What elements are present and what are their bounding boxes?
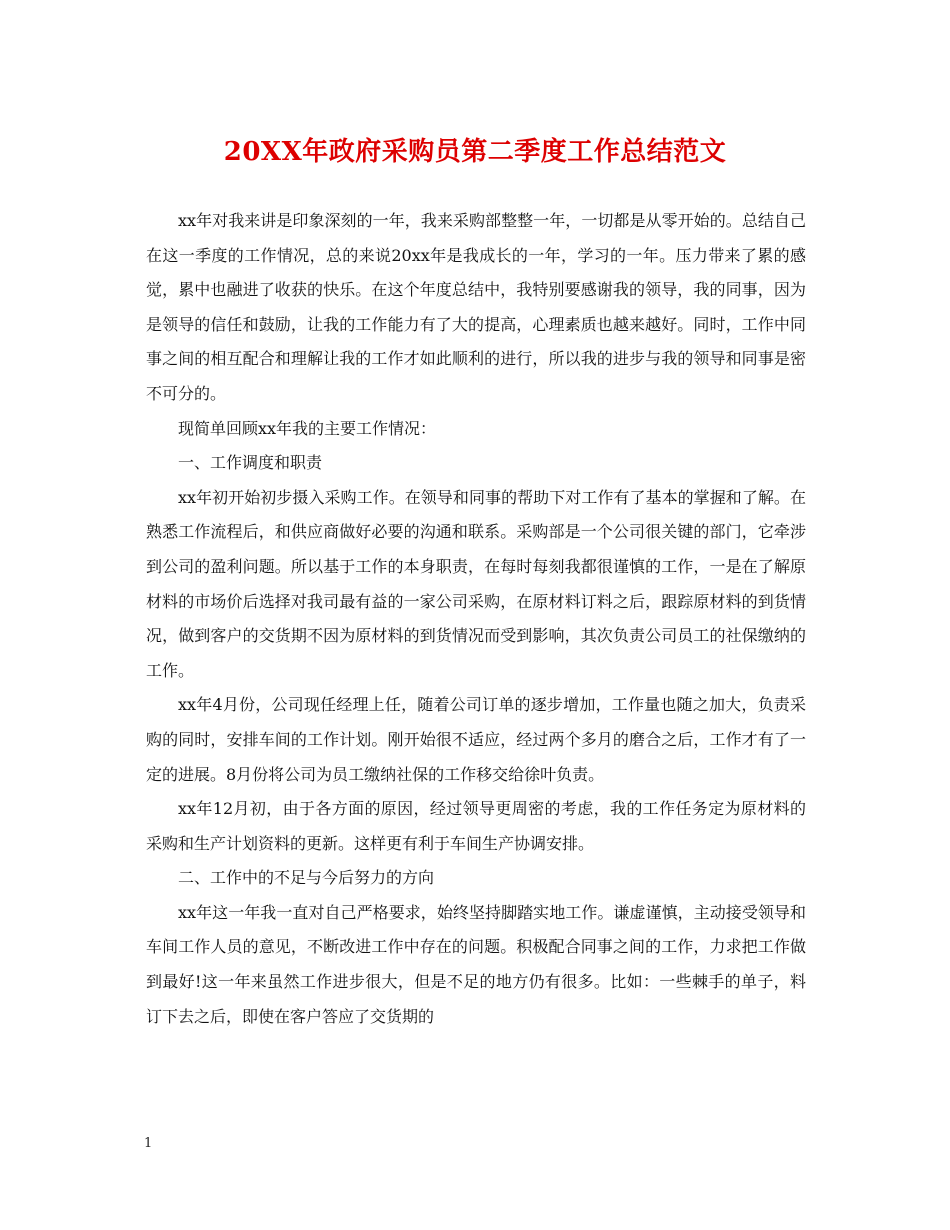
paragraph-intro: xx年对我来讲是印象深刻的一年，我来采购部整整一年，一切都是从零开始的。总结自己在这一季度的工作情况，总的来说20xx年是我成长的一年，学习的一年。压力带来了累的感觉，累中也融进了收获的快乐。在这个年度总结中，我特别要感谢我的领导，我的同事，因为是领导的信任和鼓励，让我的工作能力有了大的提高，心理素质也越来越好。同时，工作中同事之间的相互配合和理解让我的工作才如此顺利的进行，所以我的进步与我的领导和同事是密不可分的。 [146, 211, 806, 403]
paragraph-december: xx年12月初，由于各方面的原因，经过领导更周密的考虑，我的工作任务定为原材料的采购和生产计划资料的更新。这样更有利于车间生产协调安排。 [146, 799, 806, 853]
section-heading-duties: 一、工作调度和职责 [178, 453, 323, 473]
page-number: 1 [144, 1136, 153, 1151]
paragraph-early-year: xx年初开始初步摄入采购工作。在领导和同事的帮助下对工作有了基本的掌握和了解。在熟悉工作流程后，和供应商做好必要的沟通和联系。采购部是一个公司很关键的部门，它牵涉到公司的盈利问题。所以基于工作的本身职责，在每时每刻我都很谨慎的工作，一是在了解原材料的市场价后选择对我司最有益的一家公司采购，在原材料订料之后，跟踪原材料的到货情况，做到客户的交货期不因为原材料的到货情况而受到影响，其次负责公司员工的社保缴纳的工作。 [146, 487, 806, 680]
document-title: 20XX年政府采购员第二季度工作总结范文 [223, 137, 727, 167]
paragraph-review-lead: 现简单回顾xx年我的主要工作情况： [178, 418, 437, 438]
paragraph-april: xx年4月份，公司现任经理上任，随着公司订单的逐步增加，工作量也随之加大，负责采购的同时，安排车间的工作计划。刚开始很不适应，经过两个多月的磨合之后，工作才有了一定的进展。8月份将公司为员工缴纳社保的工作移交给徐叶负责。 [146, 695, 806, 784]
document-body [146, 204, 806, 1034]
section-heading-shortcomings: 二、工作中的不足与今后努力的方向 [178, 868, 435, 888]
paragraph-shortcomings: xx年这一年我一直对自己严格要求，始终坚持脚踏实地工作。谦虚谨慎，主动接受领导和车间工作人员的意见，不断改进工作中存在的问题。积极配合同事之间的工作，力求把工作做到最好!这一年来虽然工作进步很大，但是不足的地方仍有很多。比如：一些棘手的单子，料订下去之后，即使在客户答应了交货期的 [146, 902, 806, 1026]
